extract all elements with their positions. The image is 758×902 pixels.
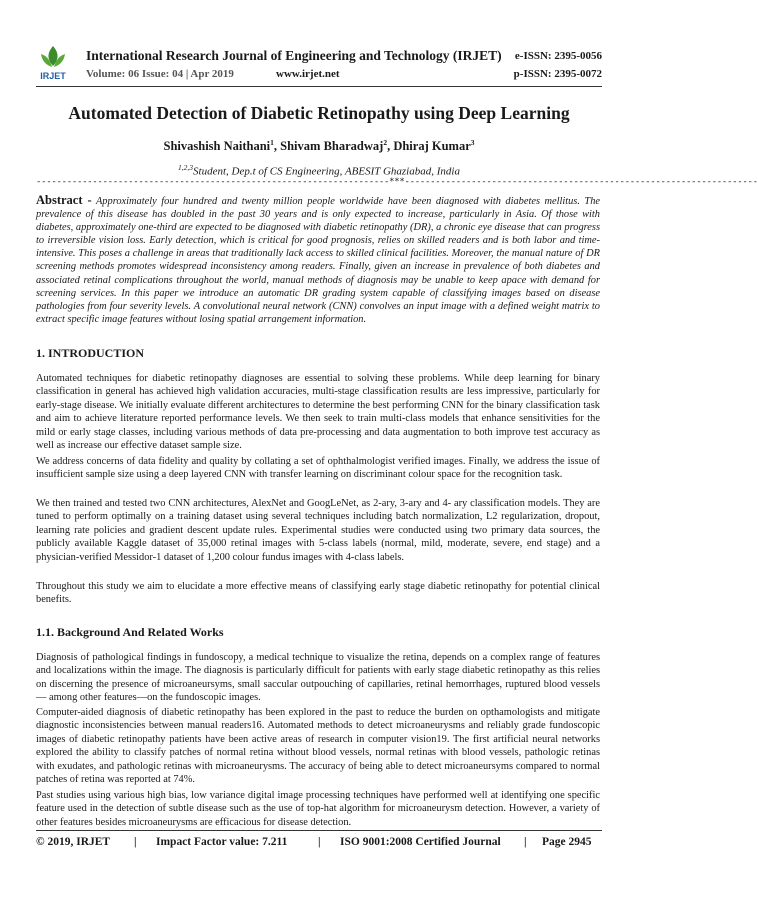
iso-certification: ISO 9001:2008 Certified Journal (340, 836, 501, 848)
header-rule (36, 86, 602, 87)
section-heading-background: 1.1. Background And Related Works (36, 625, 224, 639)
paragraph: Automated techniques for diabetic retinopathy diagnoses are essential to solving these problems. While deep learning for binary classification in general has achieved high validation accuracies, multi-stage classification results are less impressive, particularly for early-stage disease. We initially evaluate different architectures to determine the best performing CNN for the binary classification task and aim to achieve literature reported performance levels. We then seek to train multi-class models that enhance sensitivities for the mild or early stage classes, including various methods of data pre-processing and data augmentation to both improve test accuracy as well as increase our effective dataset sample size. (36, 373, 600, 452)
abstract-label: Abstract - (36, 193, 92, 207)
volume-issue: Volume: 06 Issue: 04 | Apr 2019 (86, 68, 234, 80)
e-issn: e-ISSN: 2395-0056 (514, 50, 602, 62)
affiliation (0, 163, 638, 178)
logo-text: IRJET (40, 71, 66, 81)
author-list: Shivashish Naithani$^1$, Shivam Bharadwaj$^2$, Dhiraj Kumar$^3$ (163, 138, 475, 154)
footer-divider: | (524, 836, 527, 848)
abstract (36, 194, 600, 326)
footer-divider: | (134, 836, 137, 848)
affiliation-mark: 1,2,3 (178, 163, 194, 172)
journal-header (36, 44, 602, 84)
p-issn: p-ISSN: 2395-0072 (513, 68, 602, 80)
journal-website: www.irjet.net (276, 68, 340, 80)
paragraph: We address concerns of data fidelity and quality by collating a set of ophthalmologist verified images. Finally, we address the issue of insufficient sample size using a deep layered CNN with transfer learning on discriminant colour space for the recognition task. (36, 456, 600, 481)
author-mark: 2 (383, 138, 388, 147)
section-separator: ---------------------------------------------------------------------***--------------------------------------------------------------------- (36, 177, 758, 187)
paragraph: We then trained and tested two CNN architectures, AlexNet and GoogLeNet, as 2-ary, 3-ary and 4- ary classification models. They are tuned to perform optimally on a training dataset using several techniques including batch normalization, L2 regularization, dropout, learning rate policies and gradient descent update rules. Experimental studies were conducted using two primary data sources, the publicly available Kaggle dataset of 35,000 retinal images with 5-class labels (normal, mild, moderate, severe, end stage) and a physician-verified Messidor-1 dataset of 1,200 colour fundus images with 4-class labels. (36, 498, 600, 563)
page-number: Page 2945 (542, 836, 592, 848)
paragraph: Diagnosis of pathological findings in fundoscopy, a medical technique to visualize the retina, depends on a complex range of features and localizations within the image. The diagnosis is particularly difficult for patients with early stage diabetic retinopathy as this relies on discerning the presence of microaneursyms, small saccular outpouching of capillaries, retinal hemorrhages, ruptured blood vessels— among other features—on the fundoscopic images. (36, 652, 600, 704)
footer-rule (36, 830, 602, 831)
author-name: Shivam Bharadwaj (280, 139, 384, 154)
author-name: Shivashish Naithani (163, 139, 271, 154)
paragraph: Past studies using various high bias, low variance digital image processing techniques have performed well at identifying one specific feature used in the detection of subtle disease such as the use of top-hat algorithm for microaneurysm detection. However, a variety of other features besides microaneurysms are efficacious for disease detection. (36, 790, 600, 828)
affiliation-text: Student, Dep.t of CS Engineering, ABESIT Ghaziabad, India (193, 165, 460, 178)
author-name: Dhiraj Kumar (393, 139, 471, 154)
journal-name: International Research Journal of Engineering and Technology (IRJET) (86, 48, 502, 63)
footer-divider: | (318, 836, 321, 848)
paragraph: Throughout this study we aim to elucidate a more effective means of classifying early stage diabetic retinopathy for potential clinical benefits. (36, 581, 600, 606)
paragraph: Computer-aided diagnosis of diabetic retinopathy has been explored in the past to reduce the burden on opthamologists and mitigate diagnostic inconsistencies between manual readers16. Automated methods to detect microaneurysms and reliably grade fundoscopic images of diabetic retinopathy patients have been active areas of research in computer vision19. The first artificial neural networks explored the ability to classify patches of normal retina without blood vessels, normal retinas with blood vessels, pathologic retinas with exudates, and pathologic retinas with microaneurysms. The accuracy of being able to detect microaneursyms compared to normal patches of retina was reported at 74%. (36, 707, 600, 786)
author-mark: 3 (470, 138, 475, 147)
abstract-text: Approximately four hundred and twenty million people worldwide have been diagnosed with diabetes mellitus. The prevalence of this disease has doubled in the past 30 years and is only expected to increase, particularly in Asia. Of those with diabetes, approximately one-third are expected to be diagnosed with diabetic retinopathy (DR), a chronic eye disease that can progress to irreversible vision loss. Early detection, which is critical for good prognosis, relies on skilled readers and is both labor and time-intensive. This poses a challenge in areas that traditionally lack access to skilled clinical facilities. Moreover, the manual nature of DR screening methods promotes widespread inconsistency among readers. Finally, given an increase in prevalence of both diabetes and associated retinal complications throughout the world, manual methods of diagnosis may be unable to keep apace with demand for screening services. In this paper we introduce an automatic DR grading system capable of classifying images based on disease pathologies from four severity levels. A convolutional neural network (CNN) convolves an input image with a defined weight matrix to extract specific image features without losing spatial arrangement information. (36, 196, 600, 325)
irjet-logo-icon (36, 44, 70, 82)
author-mark: 1 (270, 138, 274, 147)
paper-title: Automated Detection of Diabetic Retinopathy using Deep Learning (68, 103, 570, 123)
copyright: © 2019, IRJET (36, 836, 111, 848)
impact-factor: Impact Factor value: 7.211 (156, 836, 288, 848)
section-heading-introduction: 1. INTRODUCTION (36, 346, 145, 360)
